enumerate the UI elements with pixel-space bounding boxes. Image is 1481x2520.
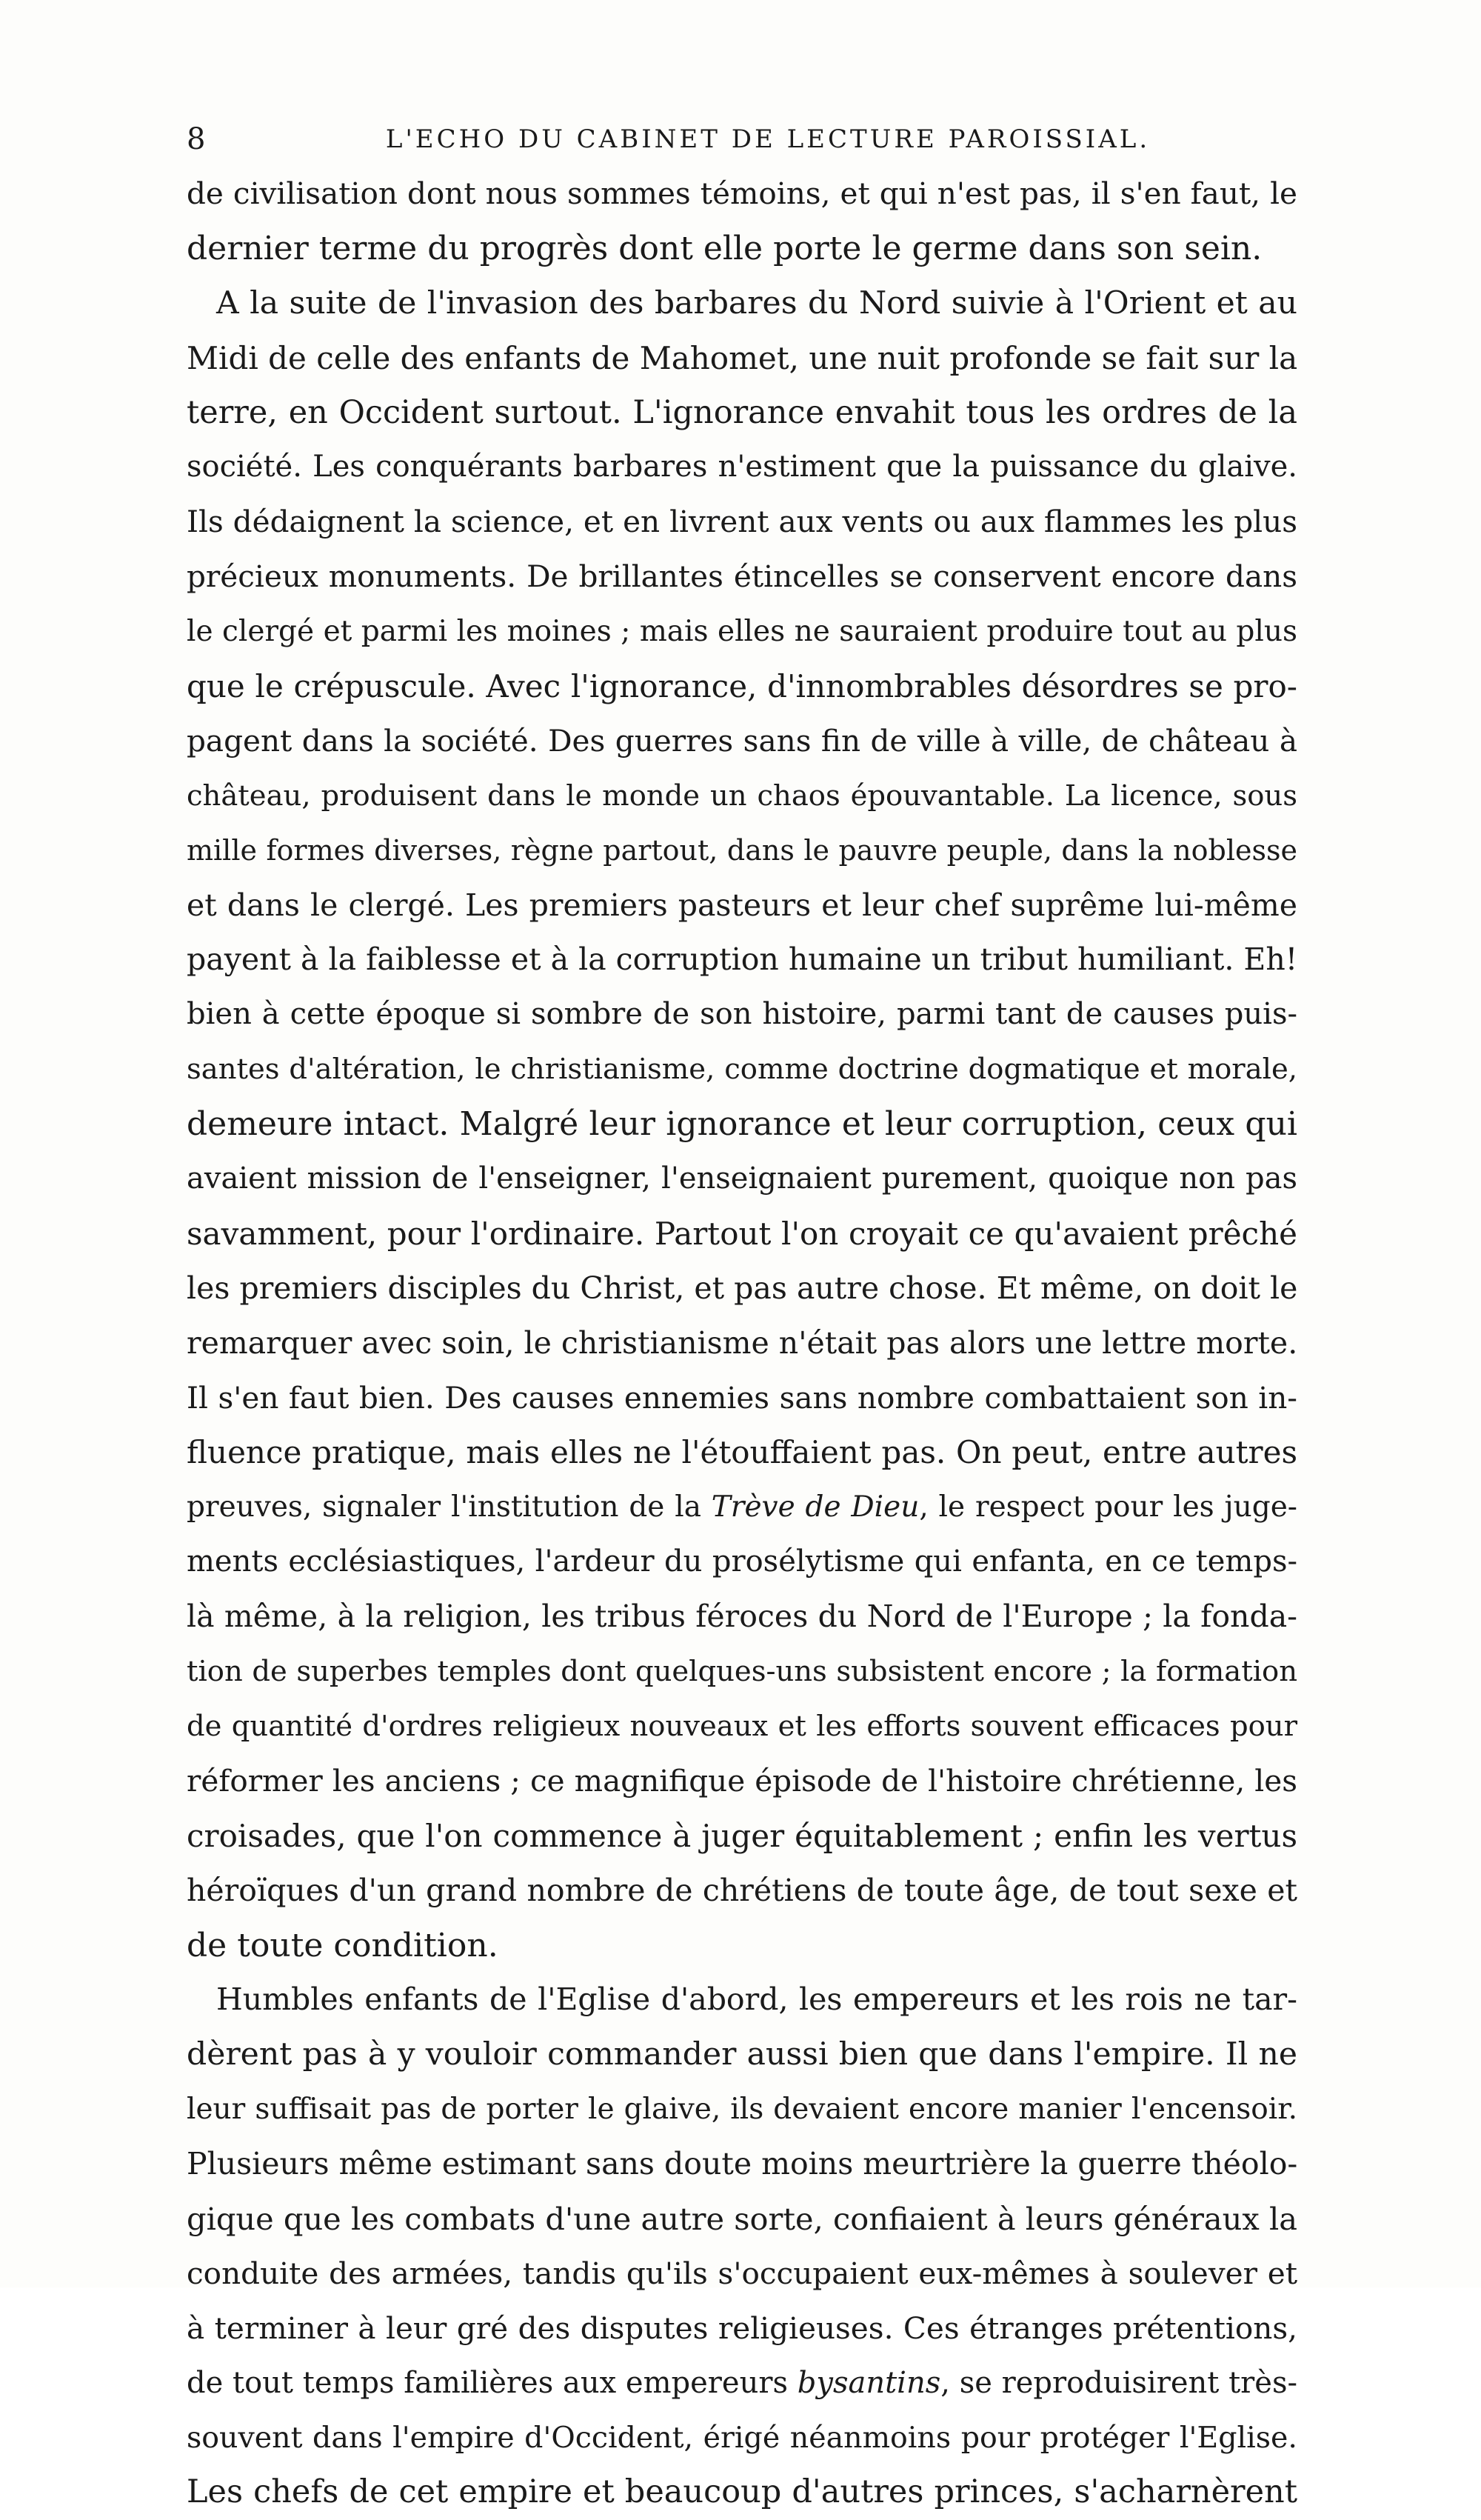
running-head: L'ECHO DU CABINET DE LECTURE PAROISSIAL. bbox=[385, 124, 1151, 154]
text-line: gique que les combats d'une autre sorte, confiaient à leurs généraux la bbox=[187, 2200, 1297, 2237]
text-line: précieux monuments. De brillantes étincelles se conservent encore dans bbox=[187, 559, 1297, 595]
page-header bbox=[187, 117, 1297, 161]
text-line: conduite des armées, tandis qu'ils s'occupaient eux-mêmes à soulever et bbox=[187, 2255, 1297, 2291]
text-line: mille formes diverses, règne partout, dans le pauvre peuple, dans la noblesse bbox=[187, 833, 1297, 867]
text-line: leur suffisait pas de porter le glaive, ils devaient encore manier l'encensoir. bbox=[187, 2093, 1297, 2127]
text-line: savamment, pour l'ordinaire. Partout l'on croyait ce qu'avaient prêché bbox=[187, 1215, 1297, 1252]
text-line: avaient mission de l'enseigner, l'enseignaient purement, quoique non pas bbox=[187, 1161, 1297, 1196]
text-line: terre, en Occident surtout. L'ignorance envahit tous les ordres de la bbox=[187, 393, 1297, 431]
text-line: fluence pratique, mais elles ne l'étouffaient pas. On peut, entre autres bbox=[187, 1434, 1297, 1471]
text-line: souvent dans l'empire d'Occident, érigé néanmoins pour protéger l'Eglise. bbox=[187, 2420, 1297, 2455]
text-line: tion de superbes temples dont quelques-uns subsistent encore ; la formation bbox=[187, 1655, 1297, 1689]
text-line: Les chefs de cet empire et beaucoup d'autres princes, s'acharnèrent bbox=[187, 2473, 1297, 2511]
text-segment: preuves, signaler l'institution de la bbox=[187, 1490, 712, 1524]
text-line: pagent dans la société. Des guerres sans fin de ville à ville, de château à bbox=[187, 722, 1297, 759]
body-text bbox=[187, 167, 1297, 2520]
text-line: Midi de celle des enfants de Mahomet, une nuit profonde se fait sur la bbox=[187, 339, 1298, 376]
text-line: à terminer à leur gré des disputes religieuses. Ces étranges prétentions, bbox=[187, 2310, 1297, 2346]
text-line: demeure intact. Malgré leur ignorance et leur corruption, ceux qui bbox=[187, 1105, 1297, 1144]
italic-text: Trève de Dieu bbox=[711, 1490, 920, 1524]
text-line bbox=[187, 1480, 1297, 1535]
text-line: château, produisent dans le monde un chaos épouvantable. La licence, sous bbox=[187, 779, 1297, 813]
text-line: dèrent pas à y vouloir commander aussi bien que dans l'empire. Il ne bbox=[187, 2036, 1297, 2073]
text-segment: , se reproduisirent très- bbox=[940, 2365, 1297, 2400]
text-line: ments ecclésiastiques, l'ardeur du prosélytisme qui enfanta, en ce temps- bbox=[187, 1544, 1297, 1579]
text-line: Ils dédaignent la science, et en livrent aux vents ou aux flammes les plus bbox=[187, 504, 1297, 540]
text-line: Il s'en faut bien. Des causes ennemies sans nombre combattaient son in- bbox=[187, 1379, 1297, 1416]
text-line: Plusieurs même estimant sans doute moins meurtrière la guerre théolo- bbox=[187, 2146, 1298, 2182]
text-line: remarquer avec soin, le christianisme n'était pas alors une lettre morte. bbox=[187, 1324, 1298, 1361]
text-line: et dans le clergé. Les premiers pasteurs et leur chef suprême lui-même bbox=[187, 887, 1297, 923]
text-line: réformer les anciens ; ce magnifique épisode de l'histoire chrétienne, les bbox=[187, 1762, 1297, 1799]
text-line: là même, à la religion, les tribus féroces du Nord de l'Europe ; la fonda- bbox=[187, 1599, 1297, 1635]
text-line bbox=[187, 2356, 1297, 2411]
page-number: 8 bbox=[187, 122, 206, 156]
text-line: santes d'altération, le christianisme, comme doctrine dogmatique et morale, bbox=[187, 1053, 1297, 1087]
text-segment: , le respect pour les juge- bbox=[919, 1490, 1297, 1524]
text-line: bien à cette époque si sombre de son histoire, parmi tant de causes puis- bbox=[187, 997, 1297, 1032]
text-segment: de tout temps familières aux empereurs bbox=[187, 2365, 798, 2400]
text-line: le clergé et parmi les moines ; mais elles ne sauraient produire tout au plus bbox=[187, 615, 1297, 649]
text-line: que le crépuscule. Avec l'ignorance, d'innombrables désordres se pro- bbox=[187, 668, 1297, 705]
text-line: les premiers disciples du Christ, et pas autre chose. Et même, on doit le bbox=[187, 1270, 1298, 1306]
text-line: de civilisation dont nous sommes témoins, et qui n'est pas, il s'en faut, le bbox=[187, 176, 1297, 211]
text-line: dernier terme du progrès dont elle porte le germe dans son sein. bbox=[187, 229, 1263, 267]
text-line: de toute condition. bbox=[187, 1926, 498, 1964]
text-line: A la suite de l'invasion des barbares du Nord suivie à l'Orient et au bbox=[216, 284, 1297, 321]
text-line: croisades, que l'on commence à juger équitablement ; enfin les vertus bbox=[187, 1817, 1297, 1854]
text-line: héroïques d'un grand nombre de chrétiens de toute âge, de tout sexe et bbox=[187, 1872, 1297, 1908]
text-line: société. Les conquérants barbares n'estiment que la puissance du glaive. bbox=[187, 450, 1297, 484]
italic-text: bysantins bbox=[797, 2365, 941, 2400]
text-line: de quantité d'ordres religieux nouveaux et les efforts souvent efficaces pour bbox=[187, 1709, 1297, 1743]
text-line: Humbles enfants de l'Eglise d'abord, les empereurs et les rois ne tar- bbox=[216, 1981, 1297, 2018]
text-line: payent à la faiblesse et à la corruption humaine un tribut humiliant. Eh! bbox=[187, 941, 1298, 978]
